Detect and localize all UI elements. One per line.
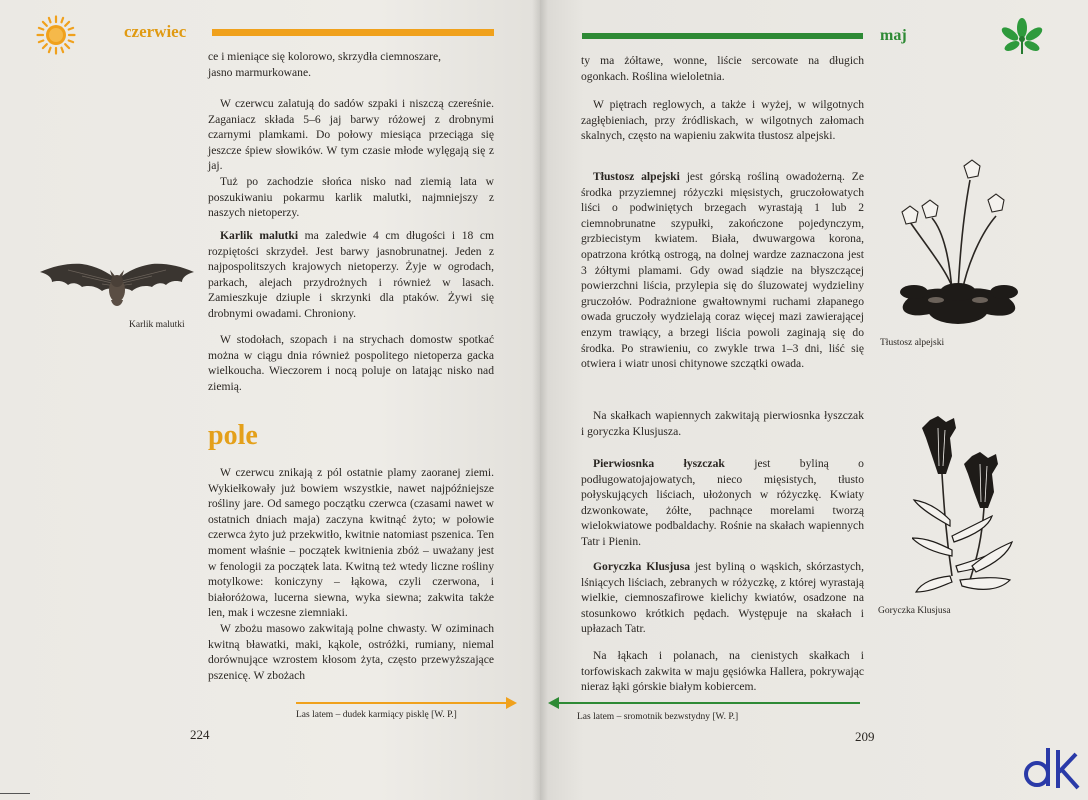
- pierwiosnka-paragraph: [581, 456, 864, 550]
- paragraph: W czerwcu znikają z pól ostatnie plamy zaoranej ziemi. Wykiełkowały już bowiem wszystkie, nawet najpóźniejsze rośliny jare. Od samego początku czerwca (czasami nawet w ostatnich dniach maja) zaczyna kwitnąć żyto; w połowie czerwca żyto już przekwitło, kwitnie natomiast pszenica. Ten moment właśnie – początek kwitnienia zbóż – uważany jest w fenologii za początek lata. Kwitną też wtedy liczne rośliny motylkowe: koniczyny – łąkowa, czyli czerwona, i białoróżowa, lucerna siewna, wyka siewna; zakwita także len, mak i wczesne ziemniaki.: [208, 466, 494, 620]
- paragraph: Tuż po zachodzie słońca nisko nad ziemią lata w poszukiwaniu pokarmu karlik malutki, najmniejszy z naszych nietoperzy.: [208, 174, 494, 220]
- sun-icon: [36, 15, 76, 55]
- right-column-body: [581, 97, 864, 144]
- species-name: Pierwiosnka łyszczak: [593, 457, 725, 470]
- month-title-left: czerwiec: [124, 22, 187, 41]
- karlik-paragraph: [208, 228, 494, 322]
- paragraph: ce i mieniące się kolorowo, skrzydła ciemnoszare,: [208, 50, 442, 63]
- paragraph: W zbożu masowo zakwitają polne chwasty. W oziminach kwitną bławatki, maki, kąkole, ostróżki, rumiany, niemal dorównujące wzrostem kłosom żyta, często przewyższające pszenicę. W zbożach: [208, 621, 494, 682]
- right-column-body-2: [581, 408, 864, 439]
- species-name: Tłustosz alpejski: [593, 170, 680, 183]
- pole-body: [208, 465, 494, 683]
- left-column-top: [208, 49, 494, 80]
- paragraph-text: ma zaledwie 4 cm długości i 18 cm rozpiętości skrzydeł. Jest barwy jasnobrunatnej. Jeden z najpospolitszych krajowych nietoperzy. Żyje w ogrodach, parkach, alejach przydrożnych i również w lasach. Zamieszkuje dziuple i skrzynki dla ptaków. Żywi się drobnymi owadami. Chroniony.: [208, 229, 495, 320]
- goryczka-paragraph: [581, 559, 864, 637]
- right-footer-caption: Las latem – sromotnik bezwstydny [W. P.]: [577, 712, 739, 722]
- book-gutter: [532, 0, 548, 800]
- gentian-illustration: [912, 416, 1022, 602]
- species-name: Goryczka Klusjusa: [593, 560, 691, 573]
- species-name: Karlik malutki: [220, 229, 299, 242]
- butterwort-caption: Tłustosz alpejski: [880, 338, 945, 348]
- paragraph: jasno marmurkowane.: [208, 65, 312, 79]
- paragraph: Na skałkach wapiennych zakwitają pierwiosnka łyszczak i goryczka Klusjusza.: [581, 409, 864, 438]
- paragraph-text: jest byliną o podługowatojajowatych, nieco mięsistych, tłusto połyskujących liściach, ułożonych w różyczkę. Kwiaty dzwonkowate, żółte, pachnące morelami tworzą wielokwiatowe podbaldachy. Rośnie na skałach wapiennych Tatr i Pienin.: [581, 457, 864, 548]
- month-title-right: maj: [880, 27, 907, 44]
- gentian-caption: Goryczka Klusjusa: [878, 606, 951, 616]
- paragraph-text: jest górską rośliną owadożerną. Ze środka przyziemnej różyczki mięsistych, gruczołowatych liści o podwiniętych brzegach wyrastają 1 lub 2 ciemnobrunatne szypułki, zakończone pojedynczym, grzbiecistym kwiatem. Biała, dwuwargowa korona, opatrzona krótką ostrogą, na dolnej wardze zaznaczona jest 3 żółtymi plamami. Gdy owad siądzie na błyszczącej powierzchni liścia, przylepia się do śluzowatej wydzieliny gruczołów. Podrażnione gwałtownymi ruchami złapanego owada gruczoły wydzielają coraz więcej mazi zawierającej enzym trawiący, a brzegi liścia powoli zaginają się do środka. Po strawieniu, co zwykle trwa 1–3 dni, liść się otwiera i wiatr unosi chitynowe szczątki owada.: [581, 170, 865, 371]
- left-column-body-2: [208, 332, 494, 394]
- right-column-body-3: [581, 648, 864, 695]
- paragraph: Na łąkach i polanach, na cienistych skałkach i torfowiskach zakwita w maju gęsiówka Hallera, pokrywając nieraz łąki górskie białym kobiercem.: [581, 649, 864, 694]
- butterwort-illustration: [892, 152, 1032, 332]
- arrow-right-icon: [296, 696, 518, 710]
- right-column-top: [581, 53, 864, 84]
- header-bar-right: [582, 33, 863, 39]
- page-number-right: 209: [855, 729, 875, 744]
- arrow-left-icon: [548, 696, 860, 710]
- paragraph: W stodołach, szopach i na strychach domostw spotkać można w ciągu dnia również pospolitego nietoperza gacka wielkoucha. Wieczorem i nocą poluje on latając nisko nad ziemią.: [208, 333, 494, 393]
- paragraph: W czerwcu zalatują do sadów szpaki i niszczą czereśnie. Zaganiacz składa 5–6 jaj barwy różowej z drobnymi czarnymi plamkami. Do połowy miesiąca przeciąga się jeszcze śpiew słowików. W tym czasie młode wylęgają się z jaj.: [208, 97, 494, 173]
- paragraph: W piętrach reglowych, a także i wyżej, w wilgotnych zagłębieniach, przy źródliskach, w wilgotnych załomach skalnych, często na wapieniu zakwita tłustosz alpejski.: [581, 98, 864, 143]
- dk-logo: [1022, 744, 1082, 796]
- chestnut-leaf-icon: [1000, 18, 1044, 58]
- bat-illustration: [38, 258, 196, 320]
- paragraph: ty ma żółtawe, wonne, liście sercowate na długich ogonkach. Roślina wieloletnia.: [581, 54, 864, 83]
- tlustosz-paragraph: [581, 169, 864, 372]
- paragraph-text: jest byliną o wąskich, skórzastych, lśniących liściach, zebranych w różyczkę, z której wyrastają wielkie, ciemnoszafirowe kielichy kwiatów, osadzone na stosunkowo krótkich pędach. Występuje na skałach i upłazach Tatr.: [581, 560, 864, 636]
- corner-mark: [0, 793, 30, 794]
- section-heading-pole: pole: [208, 420, 258, 451]
- header-bar-left: [212, 29, 494, 36]
- left-column-body: [208, 96, 494, 221]
- bat-caption: Karlik malutki: [129, 320, 185, 330]
- left-footer-caption: Las latem – dudek karmiący pisklę [W. P.]: [296, 710, 457, 720]
- page-number-left: 224: [190, 727, 210, 742]
